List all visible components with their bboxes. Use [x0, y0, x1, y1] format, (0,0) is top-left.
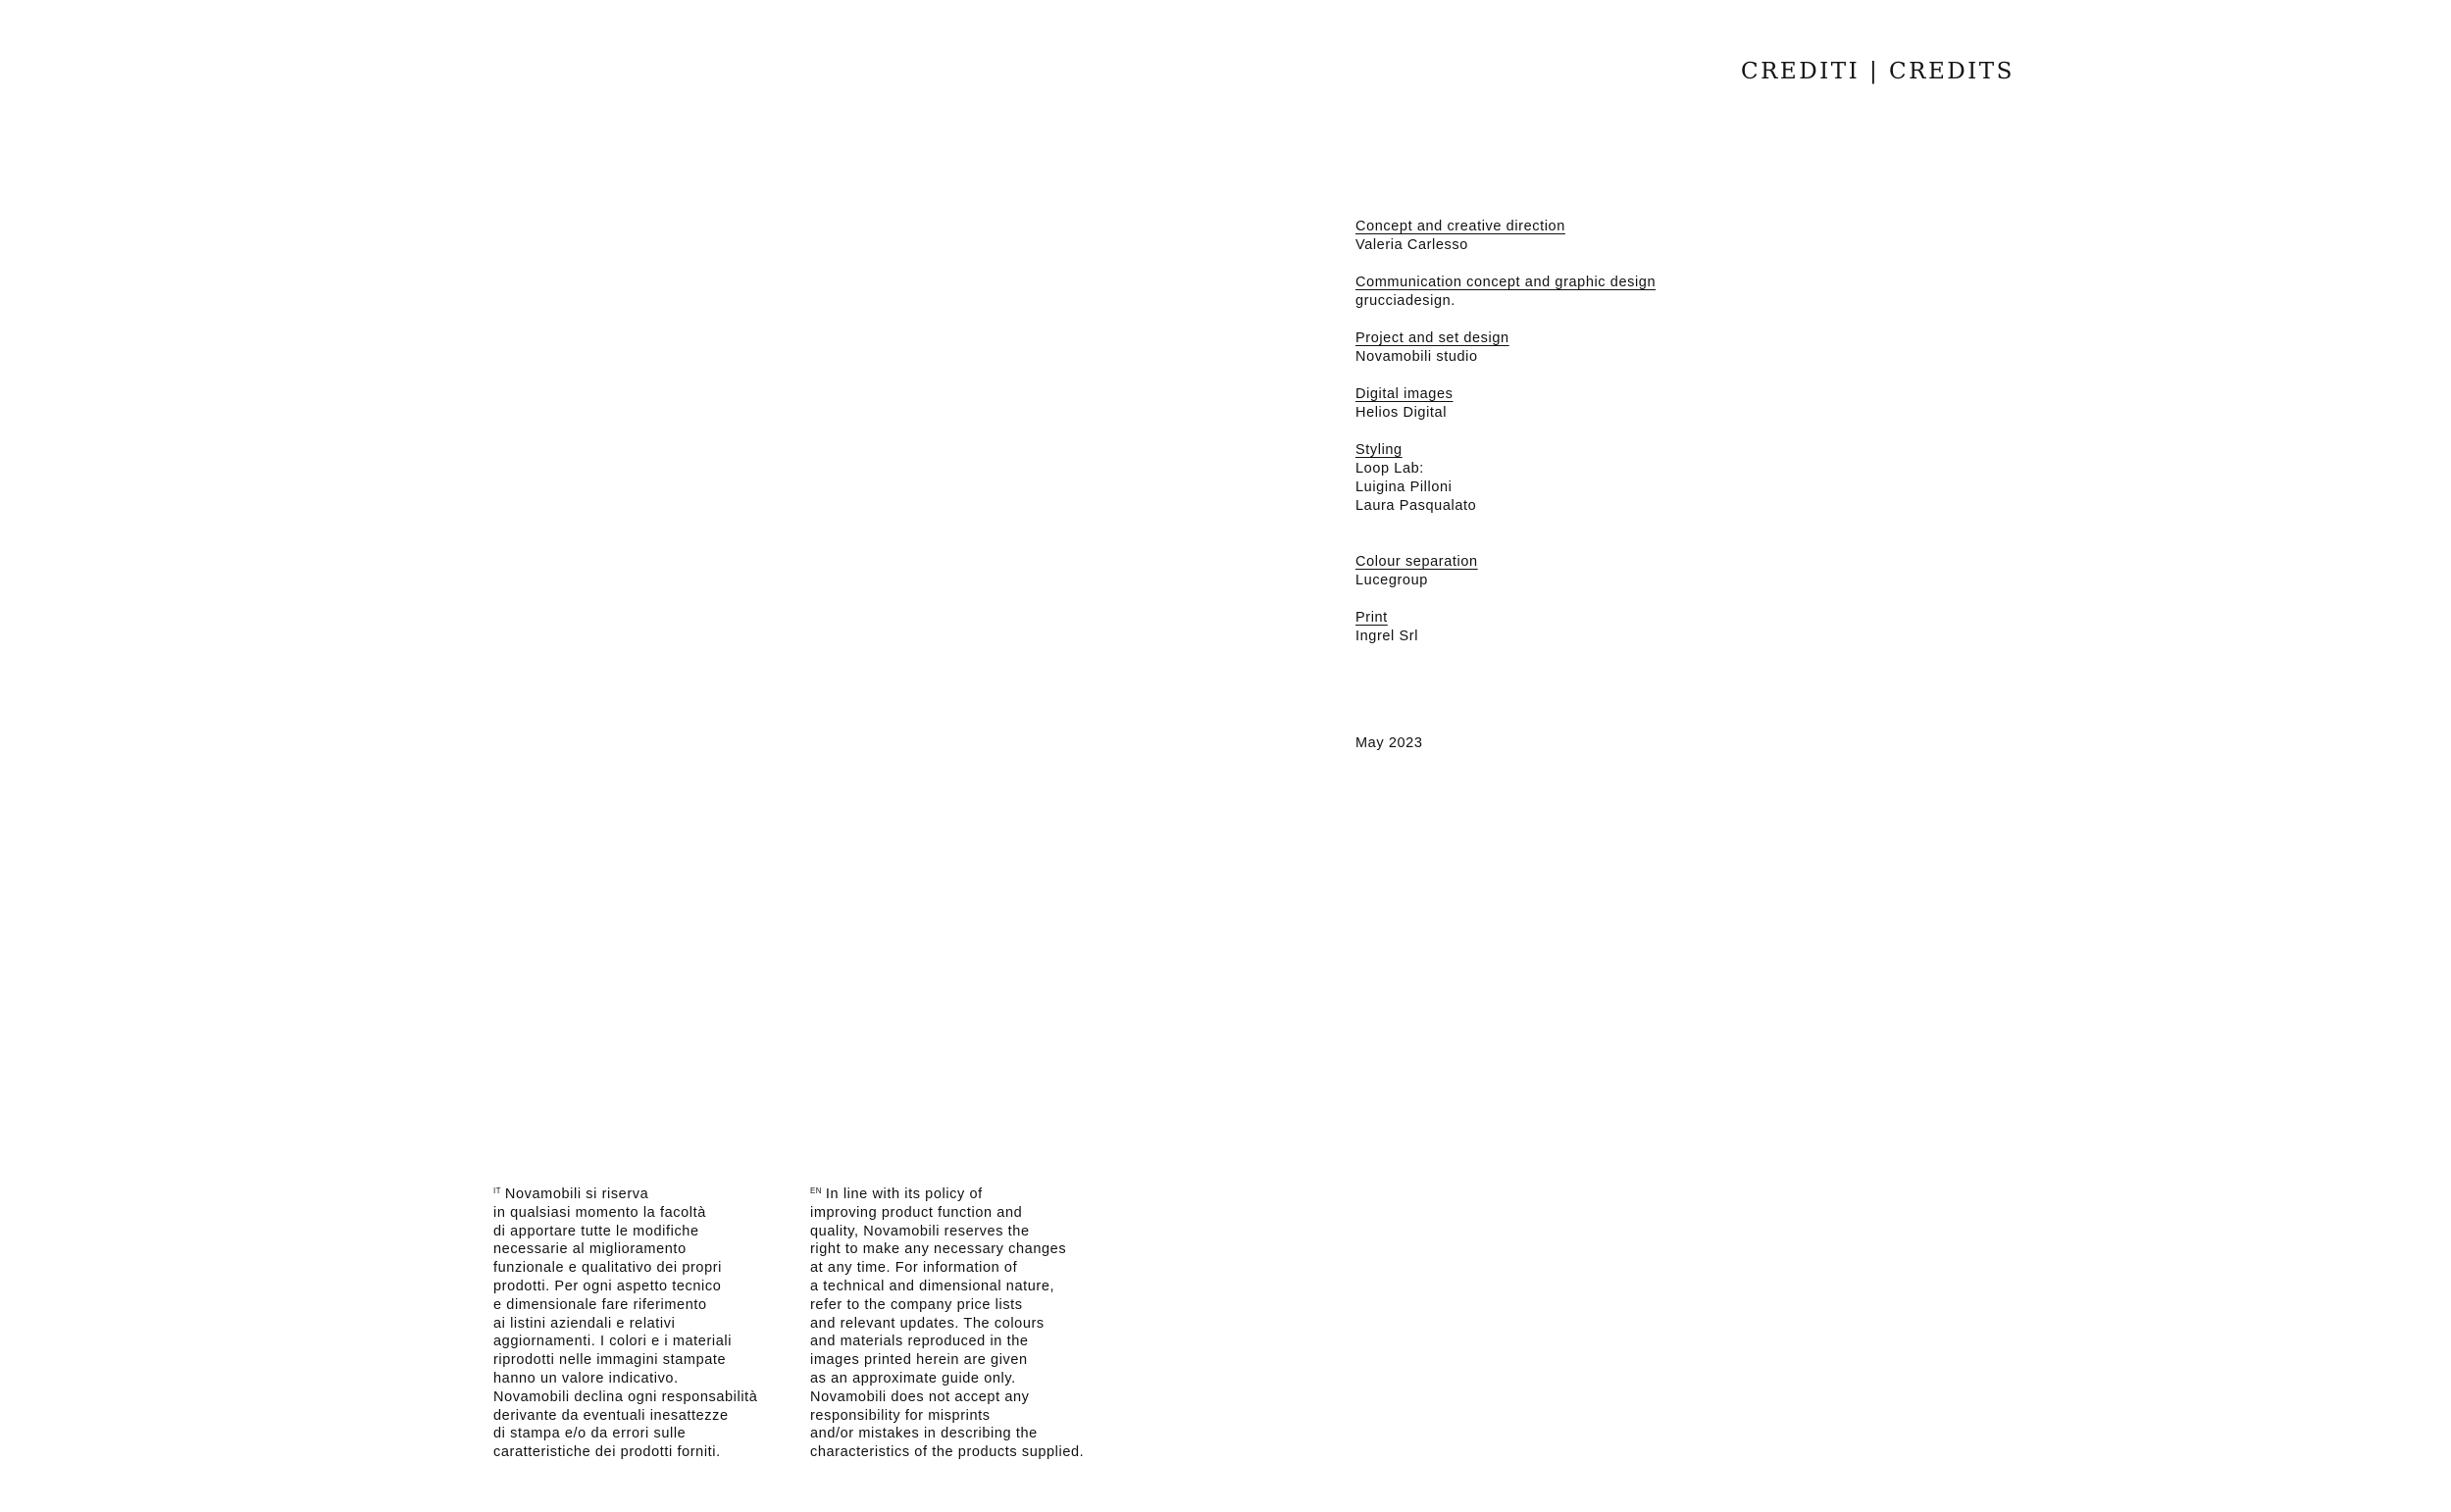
- credit-name: Valeria Carlesso: [1355, 237, 1468, 253]
- credit-name: Luigina Pilloni: [1355, 479, 1453, 495]
- credit-name: Lucegroup: [1355, 573, 1428, 588]
- disclaimer-line: images printed herein are given: [810, 1352, 1028, 1369]
- disclaimer-english: [810, 1183, 1084, 1462]
- disclaimer-italian: [493, 1183, 757, 1462]
- disclaimer-line: e dimensionale fare riferimento: [493, 1296, 707, 1313]
- credit-name: Helios Digital: [1355, 405, 1448, 421]
- disclaimer-line: ai listini aziendali e relativi: [493, 1315, 676, 1332]
- credit-heading: Colour separation: [1355, 554, 1478, 570]
- disclaimer-line: right to make any necessary changes: [810, 1241, 1067, 1258]
- credit-heading: Concept and creative direction: [1355, 219, 1565, 234]
- credit-name: Laura Pasqualato: [1355, 498, 1477, 514]
- credit-name: Ingrel Srl: [1355, 629, 1419, 644]
- credit-name: grucciadesign.: [1355, 293, 1455, 309]
- page-title: CREDITI | CREDITS: [1741, 59, 2015, 84]
- disclaimer-line: Novamobili does not accept any: [810, 1388, 1030, 1405]
- disclaimer-text: In line with its policy of: [825, 1186, 983, 1202]
- disclaimer-line: quality, Novamobili reserves the: [810, 1223, 1030, 1239]
- credit-set-design: [1355, 329, 2042, 367]
- disclaimer-line: aggiornamenti. I colori e i materiali: [493, 1334, 733, 1350]
- disclaimer-line: [493, 1183, 757, 1204]
- disclaimer-line: derivante da eventuali inesattezze: [493, 1407, 729, 1424]
- language-tag: EN: [810, 1186, 822, 1195]
- credit-heading: Project and set design: [1355, 330, 1509, 346]
- disclaimer-line: di stampa e/o da errori sulle: [493, 1426, 687, 1442]
- disclaimer-line: [810, 1183, 1084, 1204]
- disclaimer-line: improving product function and: [810, 1204, 1023, 1221]
- credit-name: Loop Lab:: [1355, 461, 1424, 477]
- credit-name: Novamobili studio: [1355, 349, 1478, 365]
- credits-list: [1355, 218, 2042, 665]
- publication-date: May 2023: [1355, 735, 1423, 751]
- disclaimer-line: necessarie al miglioramento: [493, 1241, 687, 1258]
- disclaimer-line: di apportare tutte le modifiche: [493, 1223, 699, 1239]
- credit-heading: Styling: [1355, 442, 1403, 458]
- disclaimer-line: at any time. For information of: [810, 1260, 1018, 1277]
- disclaimer-line: a technical and dimensional nature,: [810, 1278, 1055, 1294]
- credit-concept-direction: [1355, 218, 2042, 255]
- disclaimer-line: Novamobili declina ogni responsabilità: [493, 1388, 758, 1405]
- credit-colour-separation: [1355, 553, 2042, 590]
- credit-graphic-design: [1355, 274, 2042, 311]
- disclaimer-line: and relevant updates. The colours: [810, 1315, 1045, 1332]
- disclaimer-line: responsibility for misprints: [810, 1407, 991, 1424]
- disclaimer-line: characteristics of the products supplied.: [810, 1444, 1085, 1461]
- credit-digital-images: [1355, 385, 2042, 423]
- credit-heading: Digital images: [1355, 386, 1454, 402]
- disclaimer-line: funzionale e qualitativo dei propri: [493, 1260, 722, 1277]
- disclaimer-line: in qualsiasi momento la facoltà: [493, 1204, 706, 1221]
- disclaimer-line: prodotti. Per ogni aspetto tecnico: [493, 1278, 722, 1294]
- disclaimer-line: hanno un valore indicativo.: [493, 1370, 679, 1386]
- disclaimer-line: and/or mistakes in describing the: [810, 1426, 1038, 1442]
- disclaimer-line: refer to the company price lists: [810, 1296, 1023, 1313]
- credit-heading: Communication concept and graphic design: [1355, 275, 1657, 290]
- disclaimer-line: and materials reproduced in the: [810, 1334, 1029, 1350]
- credit-styling: [1355, 441, 2042, 516]
- credit-heading: Print: [1355, 610, 1388, 626]
- disclaimer-line: caratteristiche dei prodotti forniti.: [493, 1444, 721, 1461]
- disclaimer-text: Novamobili si riserva: [504, 1186, 649, 1202]
- disclaimer-line: riprodotti nelle immagini stampate: [493, 1352, 727, 1369]
- language-tag: IT: [493, 1186, 501, 1195]
- credit-print: [1355, 609, 2042, 646]
- disclaimer-line: as an approximate guide only.: [810, 1370, 1016, 1386]
